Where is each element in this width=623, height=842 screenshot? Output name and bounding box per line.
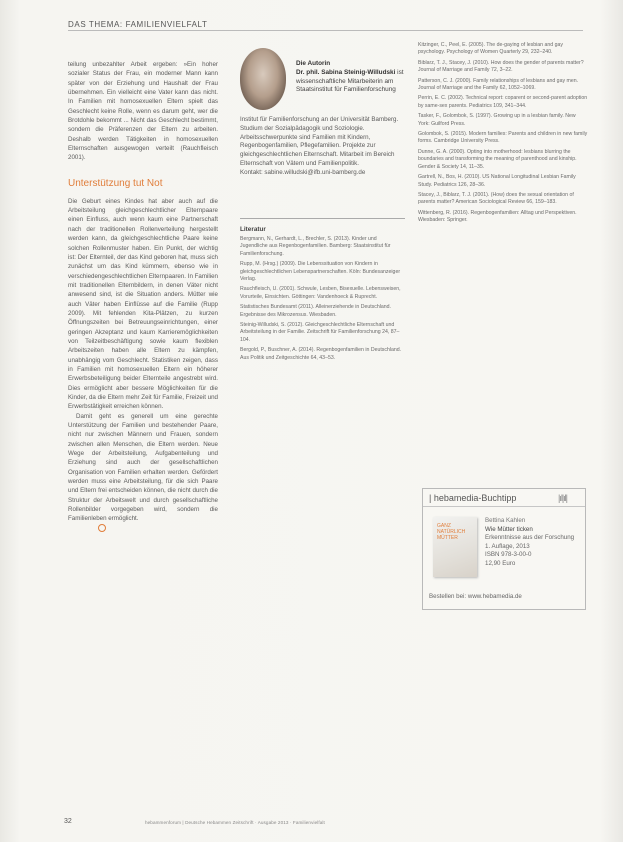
author-info (296, 60, 406, 95)
literature-entry: Wittenberg, R. (2016). Regenbogenfamilien: Alltag und Perspektiven. Wiesbaden: Springer. (418, 209, 577, 224)
book-title: Wie Mütter ticken (485, 525, 533, 533)
book-subtitle: Erkenntnisse aus der Forschung (485, 534, 575, 542)
literature-entry: Kitzinger, C., Peel, E. (2005). The de-gaying of lesbian and gay psychology. Psychology of Women Quarterly 29, 232–240. (418, 42, 563, 56)
header-divider (68, 30, 583, 31)
article-paragraph: Damit geht es generell um eine gerechte Unterstützung der Familien und bestehender Paare, nicht nur zwischen Männern und Frauen, sondern zwischen allen Menschen, die Eltern werden. Neue Wege der Arbeitsteilung, Aufgabenteilung und Erziehung sind auch der gesellschaftlichen Organisation von Familien erhalten werden. Gefördert werden muss eine Arbeitsteilung, für die sich Paare und Eltern frei entscheiden können, die nicht durch die Struktur der Arbeitswelt und durch gesellschaftliche Rollenbilder vorgegeben wird, sondern die Familienleben ermöglicht. (68, 412, 218, 523)
article-end-icon (98, 524, 106, 532)
literature-entry: Statistisches Bundesamt (2011). Alleinerziehende in Deutschland. Ergebnisse des Mikrozensus. Wiesbaden. (240, 304, 392, 318)
book-tip-brand: | hebamedia-Buchtipp (429, 493, 517, 503)
book-cover-title: GANZ NATÜRLICH MÜTTER (437, 523, 466, 541)
literature-entry: Steinig-Willudski, S. (2012). Gleichgeschlechtliche Elternschaft und Arbeitsteilung in der Familie. Zeitschrift für Familienforschung 24, 87–104. (240, 322, 400, 343)
literature-entry: Dunne, G. A. (2000). Opting into motherhood: lesbians blurring the boundaries and transforming the meaning of parenthood and kinship. Gender & Society 14, 11–35. (418, 148, 577, 170)
author-divider (240, 218, 405, 219)
book-tip-box (422, 488, 586, 610)
author-bio-text: Institut für Familienforschung an der Universität Bamberg. Studium der Sozialpädagogik und Soziologie. Arbeitsschwerpunkte sind Familien mit Kindern, Regenbogenfamilien, Pflegefamilien. Projekte zur gleichgeschlechtlichen Elternschaft. Mitarbeit im Bereich Elternschaft von Vätern und Familienpolitik. (240, 116, 399, 167)
author-name: Dr. phil. Sabina Steinig-Willudski (296, 68, 396, 76)
section-header: DAS THEMA: FAMILIENVIELFALT (68, 20, 208, 29)
article-column-1 (68, 60, 218, 533)
book-price: 12,90 Euro (485, 559, 516, 567)
author-photo (240, 48, 286, 110)
literature-entry: Perrin, E. C. (2002). Technical report: coparent or second-parent adoption by same-sex parents. Pediatrics 109, 341–344. (418, 95, 588, 109)
literature-entry: Golombok, S. (2015). Modern families: Parents and children in new family forms. Cambridge University Press. (418, 131, 588, 145)
page-number: 32 (64, 818, 72, 825)
literature-entry: Stacey, J., Biblarz, T. J. (2001). (How) does the sexual orientation of parents matter? American Sociological Review 66, 159–183. (418, 191, 574, 206)
literature-entry: Bergmann, N., Gerhardt, L., Brechler, S. (2013). Kinder und Jugendliche aus Regenbogenfamilien. Bamberg: Staatsinstitut für Familienforschung. (240, 236, 391, 257)
book-tip-details (485, 517, 581, 569)
book-edition: 1. Auflage, 2013 (485, 542, 530, 550)
book-tip-logo-icon: |ıl|ıl| (557, 493, 567, 503)
page-footer-text: hebammenforum | Deutsche Hebammen Zeitschrift · Ausgabe 2013 · Familienvielfalt (145, 820, 325, 825)
book-tip-order-link[interactable]: Bestellen bei: www.hebamedia.de (429, 593, 522, 600)
literature-list-right (418, 42, 588, 228)
author-bio (240, 116, 405, 178)
literature-entry: Bergold, P., Buschner, A. (2014). Regenbogenfamilien in Deutschland. Aus Politik und Zeitgeschichte 64, 43–53. (240, 347, 402, 361)
literature-entry: Biblarz, T. J., Stacey, J. (2010). How does the gender of parents matter? Journal of Marriage and Family 72, 3–22. (418, 59, 584, 74)
literature-entry: Rauchfleisch, U. (2001). Schwule, Lesben, Bisexuelle. Lebensweisen, Vorurteile, Einsichten. Göttingen: Vandenhoeck & Ruprecht. (240, 286, 401, 300)
book-author: Bettina Kahlen (485, 517, 526, 524)
article-paragraph: teilung unbezahlter Arbeit ergeben: »Ein hoher sozialer Status der Frau, ein moderner Mann kann später von der Erziehung und Haushalt der Frau übernehmen. Ein vielleicht eine Vater kann das nicht. In Familien mit homosexuellen Eltern spielt das Geschlecht keine Rolle, wenn es darum geht, wer die Brotdohle bekommt ... Nicht das Geschlecht bestimmt, sondern die Präferenzen der Eltern zu arbeiten. Deshalb werden Tätigkeiten in homosexuellen Elternschaften ausgewogen verteilt (Rauchfleisch 2001). (68, 61, 218, 162)
literature-entry: Rupp, M. (Hrsg.) (2009). Die Lebenssituation von Kindern in gleichgeschlechtlichen Lebenspartnerschaften. Köln: Bundesanzeiger Verlag. (240, 261, 401, 283)
article-paragraph: Die Geburt eines Kindes hat aber auch auf die Arbeitsteilung gleichgeschlechtlicher Elternpaare einen Einfluss, auch wenn kaum eine Partnerschaft nach der traditionellen Rollenverteilung hergestellt werden kann, da gleichgeschlechtliche Paare keine solchen Rollenmuster haben. Ein Punkt, der wichtig ist: Der Elternteil, der das Kind geboren hat, muss sich zunächst um das Kind kümmern, ebenso wie in verschiedengeschlechtlichen Elternpaaren. In Familien mit traditionellen Elternbildern, in denen Väter nicht anwesend sind, ist die Situation anders. Mütter wie auch Väter haben Einflüsse auf die Familie (Rupp 2009). Mit fehlenden Kita-Plätzen, zu kurzen Öffnungszeiten bei Betreuungseinrichtungen, einer geringen Akzeptanz und kaum Karrieremöglichkeiten von Teilzeitbeschäftigung sowie kaum flexiblen Arbeitszeiten haben alle Eltern zu kämpfen, unabhängig vom Geschlecht. Statistiken zeigen, dass in Familien mit homosexuellen Eltern ein höherer Erwerbsbeteiligung beider Elternteile angestrebt wird. Dies ermöglicht aber bessere Möglichkeiten für die Kinder, da die Eltern mehr Zeit für Familie, Freizeit und Erwerbstätigkeit erreichen können. (68, 197, 218, 411)
book-cover-image (433, 517, 477, 577)
literature-entry: Gartrell, N., Bos, H. (2010). US National Longitudinal Lesbian Family Study. Pediatrics 126, 28–36. (418, 174, 576, 188)
book-tip-divider (423, 506, 585, 507)
literature-list-middle (240, 236, 405, 365)
author-contact: Kontakt: sabine.willudski@ifb.uni-bamberg.de (240, 168, 366, 176)
author-intro: ist wissenschaftliche Mitarbeiterin am Staatsinstitut für Familienforschung (296, 68, 404, 94)
literature-entry: Patterson, C. J. (2000). Family relationships of lesbians and gay men. Journal of Marriage and the Family 62, 1052–1069. (418, 77, 579, 92)
literature-heading: Literatur (240, 226, 266, 233)
article-subheading: Unterstützung tut Not (68, 177, 163, 189)
author-label: Die Autorin (296, 60, 331, 67)
book-isbn: ISBN 978-3-00-0 (485, 551, 532, 559)
literature-entry: Tasker, F., Golombok, S. (1997). Growing up in a lesbian family. New York: Guilford Press. (418, 113, 576, 127)
